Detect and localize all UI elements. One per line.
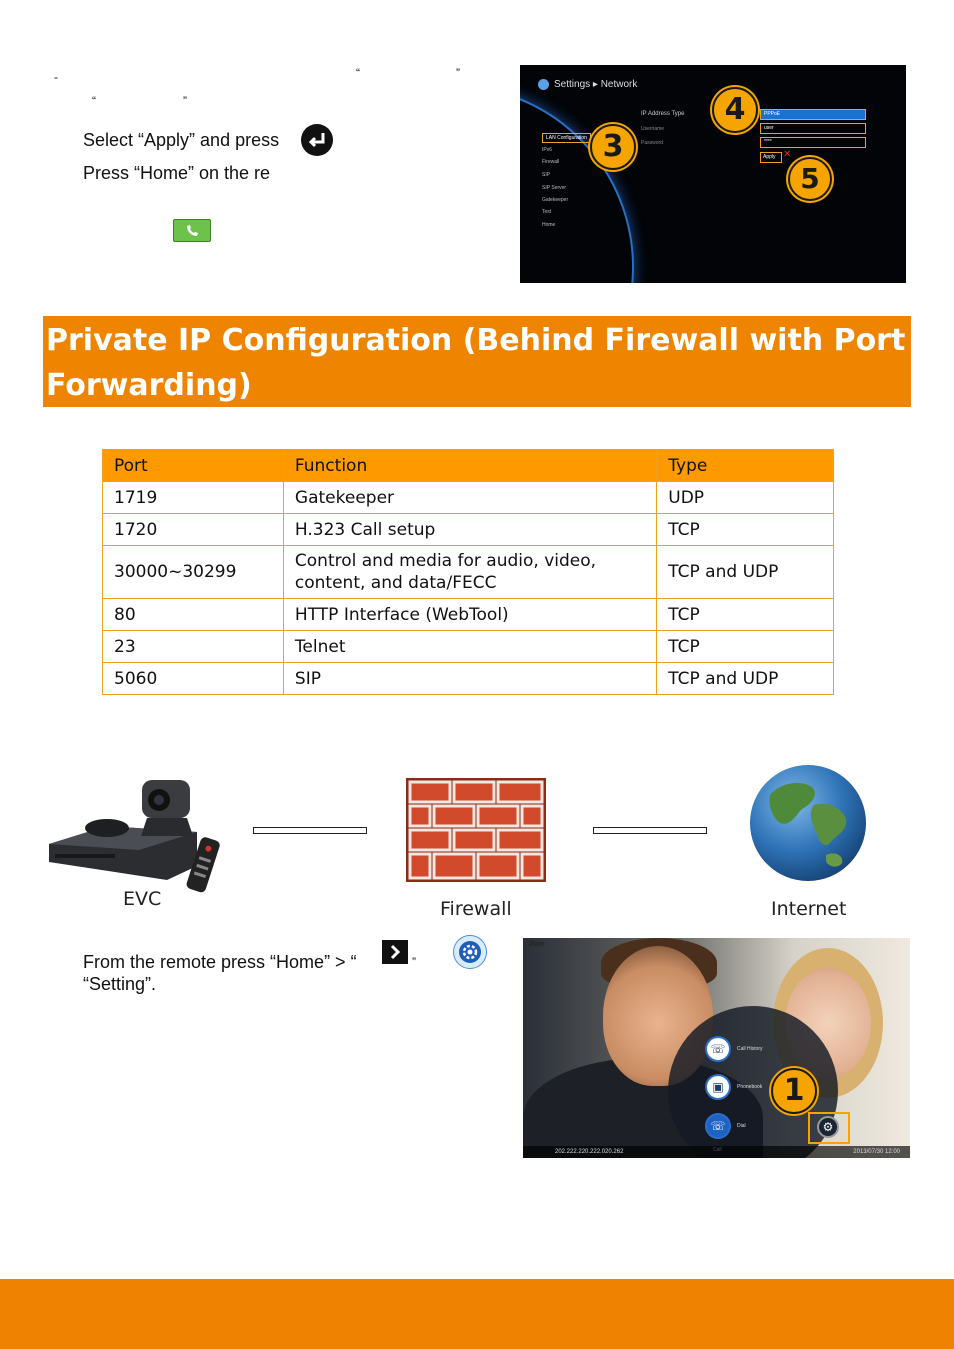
internet-label: Internet (771, 898, 847, 920)
quote-close: ” (412, 955, 416, 969)
ip-type-label: IP Address Type (641, 111, 685, 117)
breadcrumb: Settings ▸ Network (554, 79, 638, 90)
menu-item-home[interactable]: Home (542, 222, 556, 228)
cell-type: TCP (657, 514, 834, 546)
step-badge-4: 4 (712, 87, 758, 133)
header-port: Port (103, 450, 284, 482)
firewall-label: Firewall (440, 898, 512, 920)
footer-bar (0, 1279, 954, 1349)
ip-type-select[interactable]: PPPoE (760, 109, 866, 120)
table-row (103, 631, 834, 663)
quote-open: “ (356, 66, 360, 80)
call-button-icon (173, 219, 211, 242)
cell-port: 5060 (103, 663, 284, 695)
cell-port: 80 (103, 599, 284, 631)
cell-port: 30000~30299 (103, 546, 284, 599)
table-row (103, 514, 834, 546)
password-field[interactable]: **** (760, 137, 866, 148)
step-badge-1: 1 (771, 1068, 817, 1114)
username-label: Username (641, 126, 665, 132)
table-row (103, 599, 834, 631)
ip-address: 202.222.220.222.020.262 (555, 1149, 624, 1155)
settings-gear-icon (538, 79, 549, 90)
apply-button[interactable]: Apply (760, 152, 782, 163)
cell-type: TCP and UDP (657, 546, 834, 599)
connector-line (593, 827, 707, 834)
cell-port: 23 (103, 631, 284, 663)
ports-table (102, 449, 834, 695)
home-instruction: Press “Home” on the re (83, 163, 271, 183)
cell-function: Telnet (283, 631, 656, 663)
header-type: Type (657, 450, 834, 482)
menu-item-ipv6[interactable]: IPv6 (542, 147, 553, 153)
setting-instruction: “Setting”. (83, 974, 157, 994)
apply-instruction: Select “Apply” and press (83, 130, 280, 150)
connector-line (253, 827, 367, 834)
call-history-icon[interactable]: ☏ (705, 1036, 731, 1062)
table-row (103, 482, 834, 514)
status-bar (523, 1146, 910, 1158)
firewall-image (406, 778, 546, 882)
menu-label-dial: Dial (737, 1123, 746, 1129)
menu-item-firewall[interactable]: Firewall (542, 159, 560, 165)
close-icon: ✕ (783, 149, 792, 160)
dash-marker: - (54, 70, 58, 84)
enter-key-icon (301, 124, 333, 156)
table-header-row (103, 450, 834, 482)
step-badge-3: 3 (590, 124, 636, 170)
cell-type: UDP (657, 482, 834, 514)
remote-instruction: From the remote press “Home” > “ (83, 952, 357, 972)
header-function: Function (283, 450, 656, 482)
menu-label-history: Call History (737, 1046, 763, 1052)
step-badge-5: 5 (788, 157, 832, 201)
password-label: Password (641, 140, 663, 146)
brand-logo: AVer (529, 941, 545, 948)
phonebook-icon[interactable]: ▣ (705, 1074, 731, 1100)
arrow-right-icon (382, 940, 408, 964)
network-settings-screenshot (520, 65, 906, 283)
gear-icon[interactable]: ⚙ (817, 1116, 839, 1138)
cell-function: HTTP Interface (WebTool) (283, 599, 656, 631)
cell-type: TCP (657, 631, 834, 663)
dial-icon[interactable]: ☏ (705, 1113, 731, 1139)
cell-function: H.323 Call setup (283, 514, 656, 546)
quote-open: “ (92, 94, 96, 108)
datetime: 2013/07/30 12:00 (853, 1149, 900, 1155)
cell-type: TCP and UDP (657, 663, 834, 695)
evc-label: EVC (123, 888, 162, 910)
quote-close: ” (183, 94, 187, 108)
menu-item-lan[interactable]: LAN Configuration (542, 133, 591, 143)
table-row (103, 663, 834, 695)
cell-type: TCP (657, 599, 834, 631)
cell-function: SIP (283, 663, 656, 695)
menu-label-phonebook: Phonebook (737, 1084, 763, 1090)
username-field[interactable]: user (760, 123, 866, 134)
menu-item-sip[interactable]: SIP (542, 172, 551, 178)
menu-item-test[interactable]: Test (542, 209, 552, 215)
cell-function: Gatekeeper (283, 482, 656, 514)
section-heading-banner (43, 316, 911, 407)
cell-function: Control and media for audio, video, content, and data/FECC (283, 546, 656, 599)
menu-arc (520, 85, 634, 283)
quote-close: ” (456, 66, 460, 80)
cell-port: 1719 (103, 482, 284, 514)
evc-device-image (47, 770, 247, 894)
home-screen-screenshot (523, 938, 910, 1158)
menu-item-gatekeeper[interactable]: Gatekeeper (542, 197, 569, 203)
globe-image (750, 765, 866, 881)
table-row (103, 546, 834, 599)
menu-item-sip-server[interactable]: SIP Server (542, 185, 567, 191)
cell-port: 1720 (103, 514, 284, 546)
section-heading: Private IP Configuration (Behind Firewall with Port Forwarding) (46, 323, 906, 403)
setting-gear-icon (453, 935, 487, 969)
